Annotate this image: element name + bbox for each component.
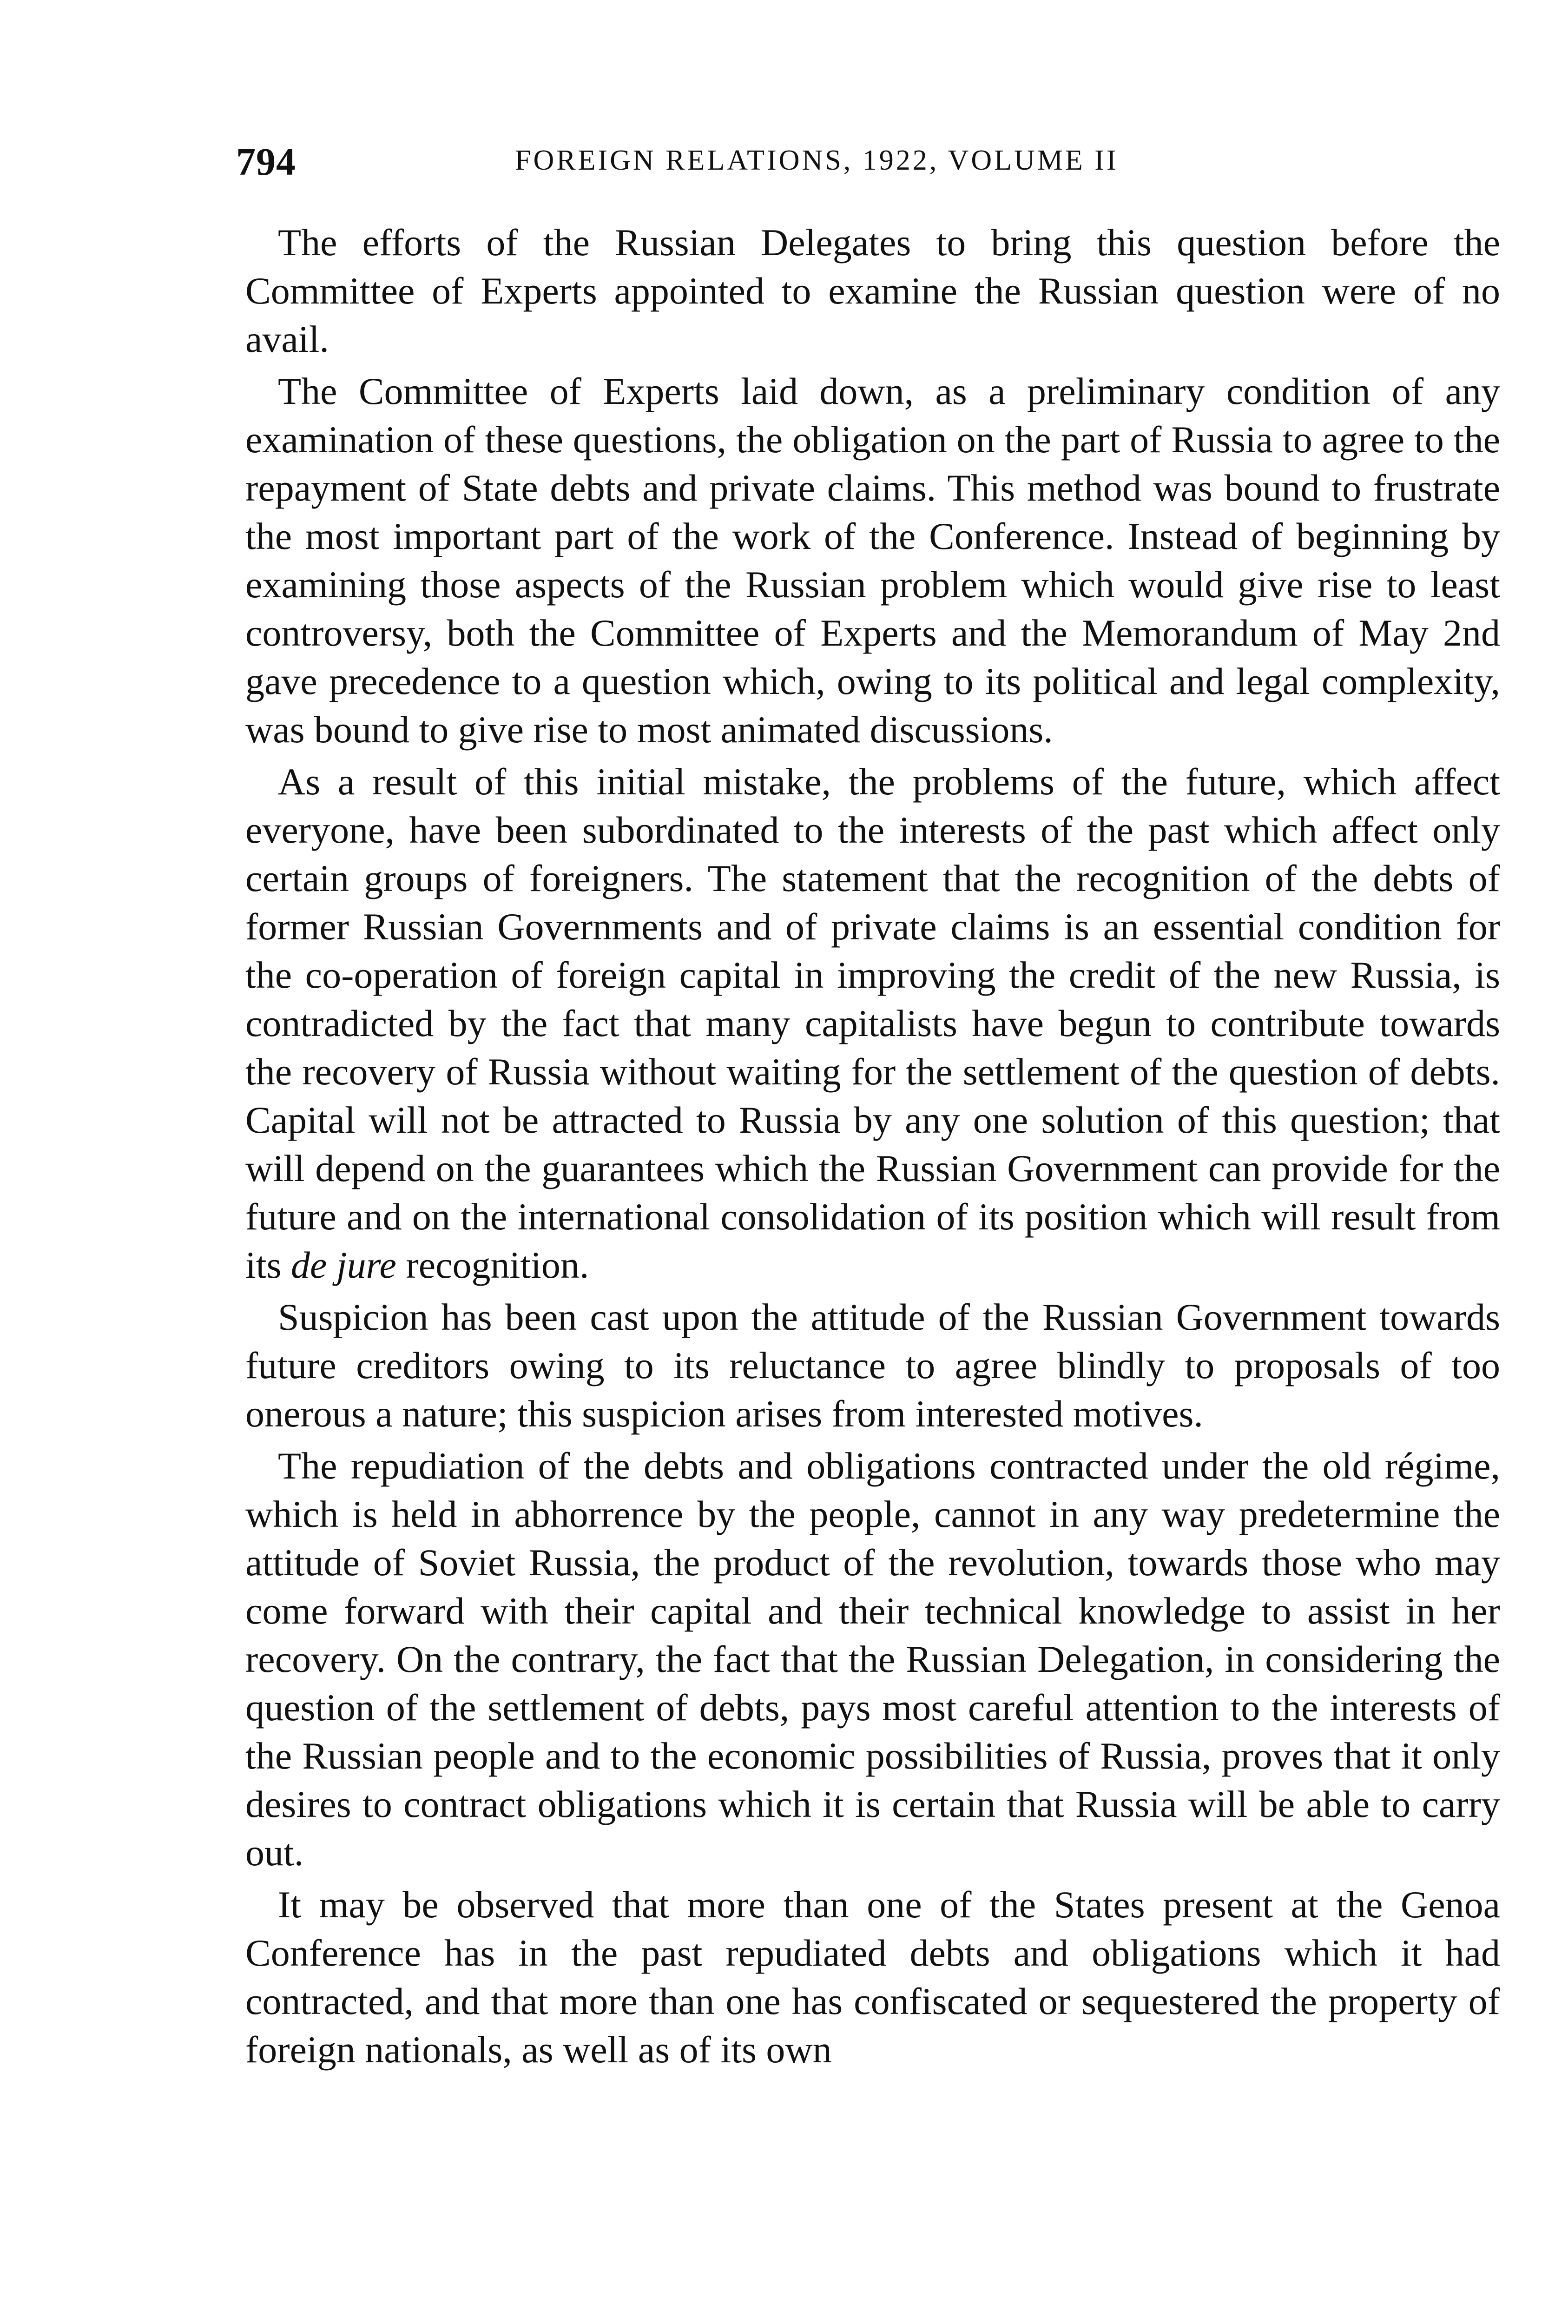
paragraph-3-text: As a result of this initial mistake, the problems of the future, which affect everyone, have been subordinated to the interests of the past which affect only certain groups of foreigners. The statement that the recognition of the debts of former Russian Governments and of private claims is an essential condition for the co-operation of foreign capital in improving the credit of the new Russia, is contradicted by the fact that many capitalists have begun to contribute towards the recovery of Russia without waiting for the settlement of the question of debts. Capital will not be attracted to Russia by any one solution of this question; that will depend on the guarantees which the Russian Government can provide for the future and on the international consolidation of its position which will result from its (245, 760, 1500, 1286)
document-page (236, 139, 1500, 2074)
paragraph-4: Suspicion has been cast upon the attitude of the Russian Government towards future creditors owing to its reluctance to agree blindly to proposals of too onerous a nature; this suspicion arises from interested motives. (245, 1296, 1500, 1435)
paragraph-3-italic-term: de jure (290, 1244, 396, 1286)
page-number: 794 (236, 140, 296, 184)
running-header (236, 139, 1500, 200)
paragraph-6: It may be observed that more than one of the States present at the Genoa Conference has in the past repudiated debts and obligations which it had contracted, and that more than one has confiscated or sequestered the property of foreign nationals, as well as of its own (245, 1883, 1500, 2071)
running-title: FOREIGN RELATIONS, 1922, VOLUME II (515, 145, 1119, 176)
paragraph-5: The repudiation of the debts and obligations contracted under the old régime, which is held in abhorrence by the people, cannot in any way predetermine the attitude of Soviet Russia, the product of the revolution, towards those who may come forward with their capital and their technical knowledge to assist in her recovery. On the contrary, the fact that the Russian Delegation, in considering the question of the settlement of debts, pays most careful attention to the interests of the Russian people and to the economic possibilities of Russia, proves that it only desires to contract obligations which it is certain that Russia will be able to carry out. (245, 1445, 1500, 1874)
paragraph-3-tail: recognition. (396, 1244, 589, 1286)
paragraph-1: The efforts of the Russian Delegates to bring this question before the Committee of Experts appointed to examine the Russian question were of no avail. (245, 221, 1500, 360)
paragraph-2: The Committee of Experts laid down, as a preliminary condition of any examination of these questions, the obligation on the part of Russia to agree to the repayment of State debts and private claims. This method was bound to frustrate the most important part of the work of the Conference. Instead of beginning by examining those aspects of the Russian problem which would give rise to least controversy, both the Committee of Experts and the Memorandum of May 2nd gave precedence to a question which, owing to its political and legal complexity, was bound to give rise to most animated discussions. (245, 370, 1500, 751)
paragraph-3 (245, 758, 1500, 1289)
